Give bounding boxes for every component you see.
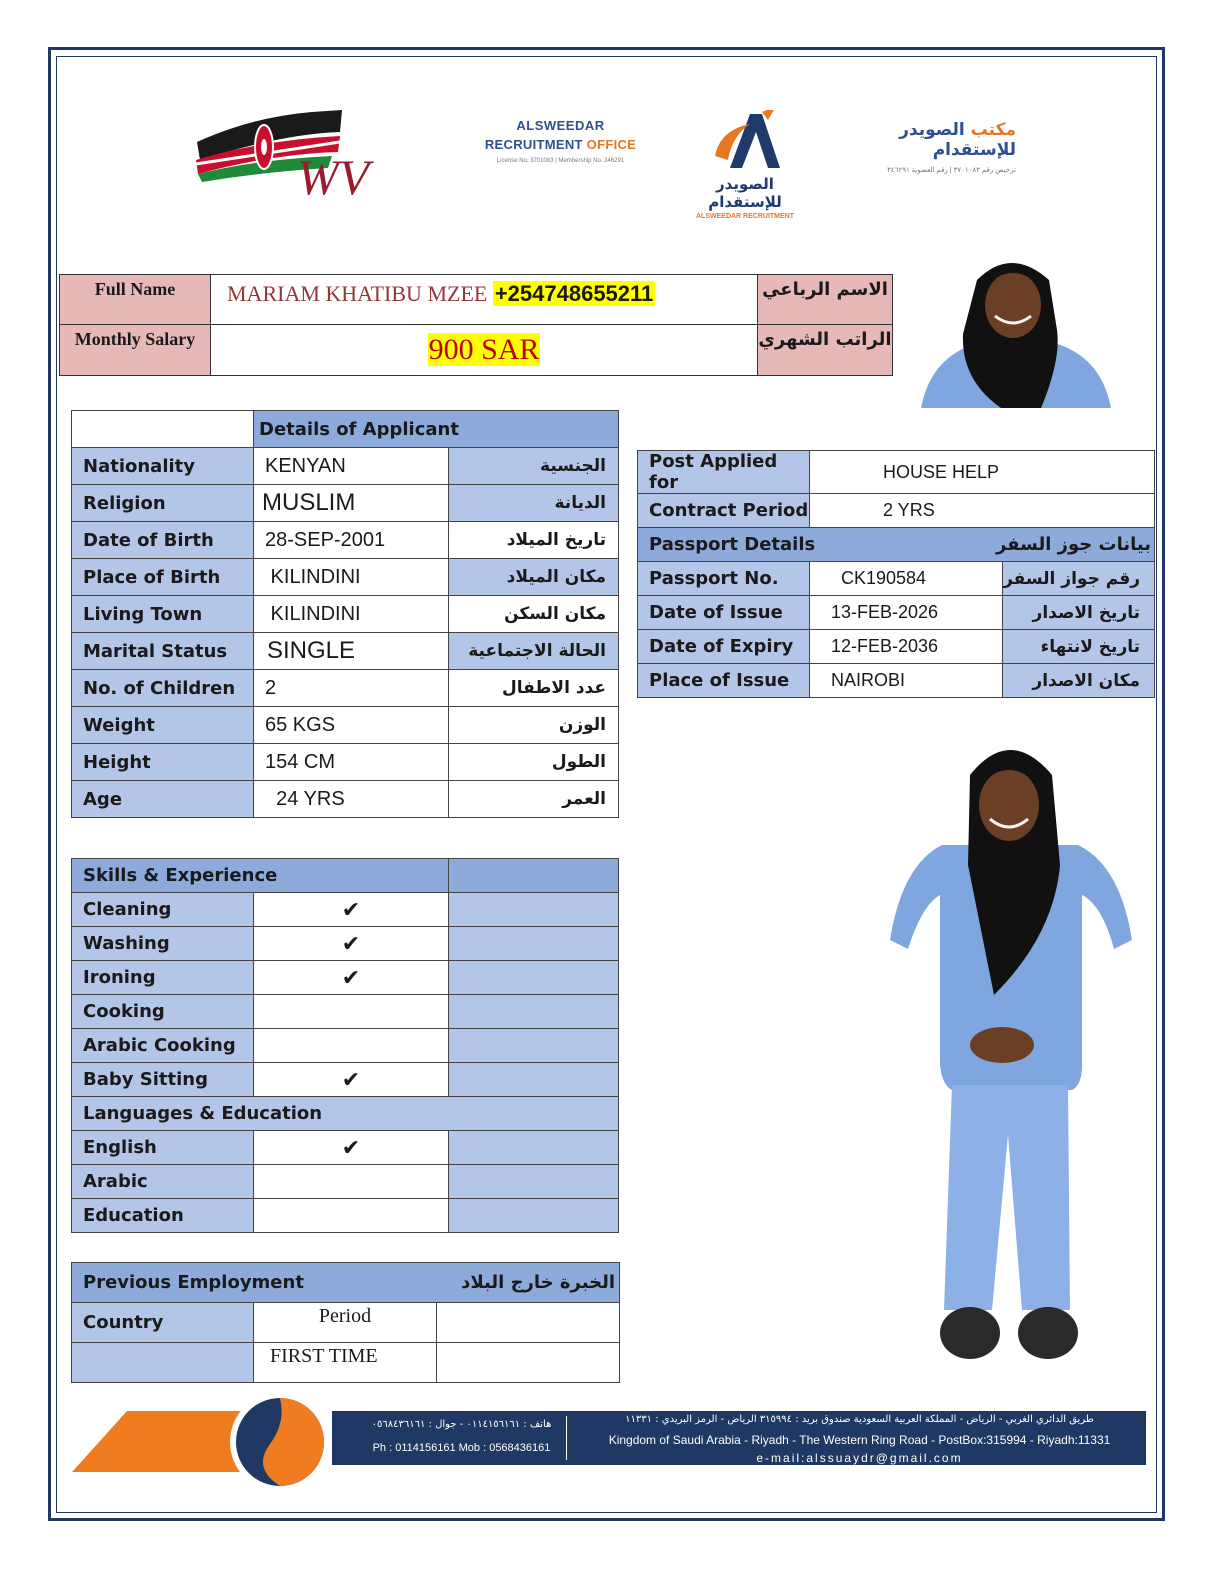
detail-row-living-town: Living Town KILINDINI مكان السكن [72,596,619,633]
applicant-details-table [71,410,619,818]
passport-row-place-of-issue: Place of Issue NAIROBI مكان الاصدار [638,664,1155,698]
passport-row-issue-date: Date of Issue 13-FEB-2026 تاريخ الاصدار [638,596,1155,630]
detail-row-dob: Date of Birth 28-SEP-2001 تاريخ الميلاد [72,522,619,559]
footer-email: e-mail:alssuaydr@gmail.com [756,1451,963,1465]
full-name-label: Full Name [60,275,211,325]
office-logo-license: License No. 3701083 | Membership No. 346291 [496,158,625,164]
check-icon: ✔ [254,961,449,995]
salary-cell [211,325,758,376]
passport-row-number: Passport No. CK190584 رقم جواز السفر [638,562,1155,596]
check-icon: ✔ [254,893,449,927]
alsweedar-office-logo [478,118,643,178]
wv-logo-text: WV [297,149,370,205]
skill-row-ironing: Ironing ✔ [72,961,619,995]
lang-row-english: English ✔ [72,1131,619,1165]
previous-employment-row-2: FIRST TIME [72,1343,620,1383]
skill-row-cleaning: Cleaning ✔ [72,893,619,927]
skill-row-arabic-cooking: Arabic Cooking [72,1029,619,1063]
passport-row-expiry-date: Date of Expiry 12-FEB-2036 تاريخ لانتهاء [638,630,1155,664]
footer-phone-ar: هاتف : ٠١١٤١٥٦١٦١ - جوال : ٠٥٦٨٤٣٦١٦١ [371,1419,552,1430]
full-name-label-ar: الاسم الرباعي [758,275,893,325]
previous-employment-row: Country Period [72,1303,620,1343]
a-logo-arabic: الصويدر للإستقدام [708,175,782,211]
applicant-full-body-photo [882,735,1138,1370]
skill-row-cooking: Cooking [72,995,619,1029]
full-name-value: MARIAM KHATIBU MZEE [227,281,493,306]
salary-value: 900 SAR [428,333,540,366]
skills-table [71,858,619,1233]
detail-row-weight: Weight 65 KGS الوزن [72,707,619,744]
phone-number: +254748655211 [494,281,654,306]
salary-label: Monthly Salary [60,325,211,376]
detail-row-religion: Religion MUSLIM الديانة [72,485,619,522]
footer-phone: Ph : 0114156161 Mob : 0568436161 [372,1442,551,1454]
office-logo-line1: ALSWEEDAR [516,118,605,133]
footer-logo-shape [72,1392,332,1492]
contract-period-row: Contract Period 2 YRS [638,494,1155,528]
full-name-cell [211,275,758,325]
letter-a-icon [680,110,810,172]
arabic-office-logo [826,120,1016,174]
lang-row-arabic: Arabic [72,1165,619,1199]
lang-row-education: Education [72,1199,619,1233]
skills-header-row: Skills & Experience [72,859,619,893]
arabic-office-license: ترخيص رقم ٣٧٠١٠٨٣ | رقم العضوية ٣٤٦٢٩١ [887,167,1016,174]
skill-row-washing: Washing ✔ [72,927,619,961]
detail-row-age: Age 24 YRS العمر [72,781,619,818]
post-passport-table [637,450,1155,698]
office-logo-line2: RECRUITMENT OFFICE [484,137,637,152]
detail-row-children: No. of Children 2 عدد الاطفال [72,670,619,707]
applicant-portrait-photo [911,250,1115,408]
details-header: Details of Applicant [254,411,619,448]
skill-row-baby-sitting: Baby Sitting ✔ [72,1063,619,1097]
passport-details-header: Passport Details بيانات جوز السفر [638,528,1155,562]
a-logo-english: ALSWEEDAR RECRUITMENT [696,213,794,220]
salary-label-ar: الراتب الشهري [758,325,893,376]
footer-address: Kingdom of Saudi Arabia - Riyadh - The Western Ring Road - PostBox:315994 - Riyadh:11331 [608,1433,1111,1447]
detail-row-height: Height 154 CM الطول [72,744,619,781]
check-icon: ✔ [254,1063,449,1097]
arabic-office-title: مكتب الصويدر للإستقدام [899,120,1016,160]
alsweedar-a-logo [680,110,810,220]
kenya-flag-wv-logo [192,102,407,212]
detail-row-marital-status: Marital Status SINGLE الحالة الاجتماعية [72,633,619,670]
check-icon: ✔ [254,1131,449,1165]
languages-header-row: Languages & Education [72,1097,619,1131]
detail-row-place-of-birth: Place of Birth KILINDINI مكان الميلاد [72,559,619,596]
footer-banner [72,1392,1146,1492]
previous-employment-header: Previous Employment الخبرة خارج البلاد [72,1263,620,1303]
footer-divider [566,1416,567,1460]
footer-address-ar: طريق الدائري الغربي - الرياض - المملكة العربية السعودية صندوق بريد : ٣١٥٩٩٤ الرياض - الرمز البريدي : ١١٣٣١ [625,1414,1094,1425]
previous-employment-table [71,1262,620,1383]
post-applied-row: Post Applied for HOUSE HELP [638,451,1155,494]
detail-row-nationality: Nationality KENYAN الجنسية [72,448,619,485]
check-icon: ✔ [254,927,449,961]
name-salary-table [59,274,893,376]
